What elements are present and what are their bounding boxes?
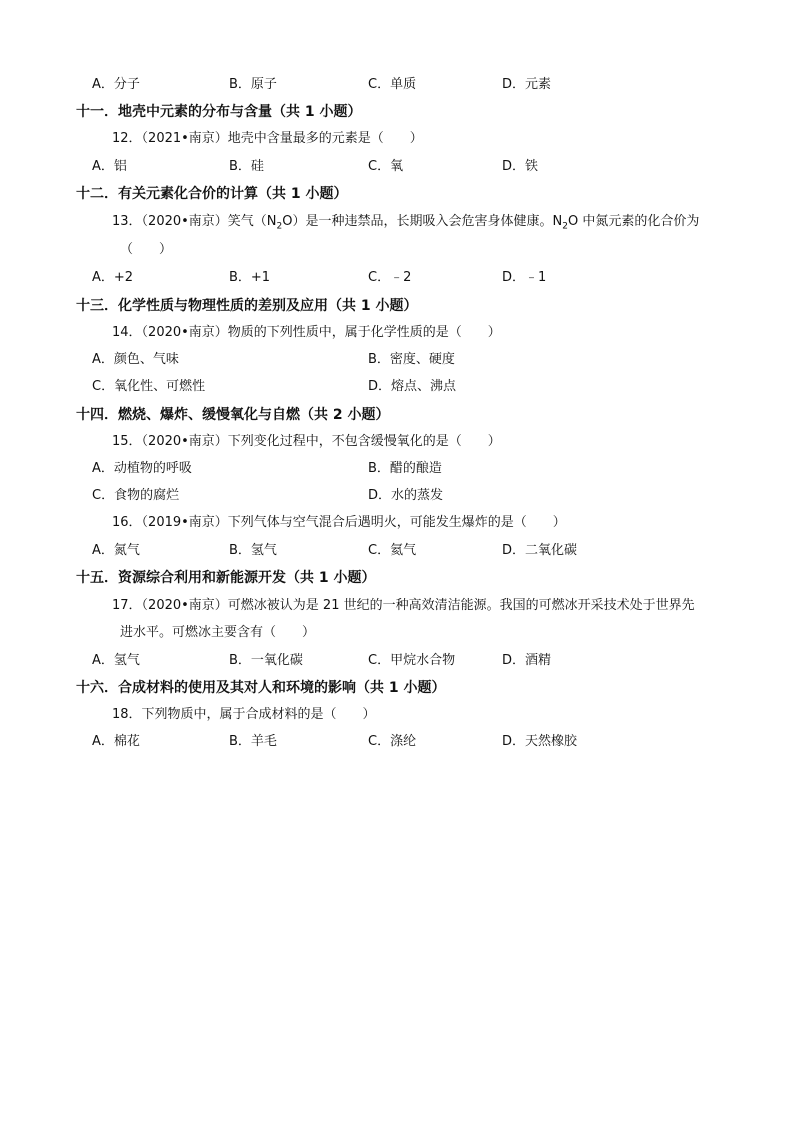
options-row bbox=[0, 74, 794, 96]
options-row bbox=[0, 458, 794, 480]
options-row bbox=[0, 349, 794, 371]
options-row bbox=[0, 267, 794, 289]
section-heading bbox=[0, 101, 794, 123]
option-d: D．二氧化碳 bbox=[502, 543, 578, 558]
option-c: C．甲烷水合物 bbox=[368, 653, 456, 668]
option-a: A．动植物的呼吸 bbox=[92, 461, 192, 476]
option-c: C．氧化性、可燃性 bbox=[92, 379, 206, 394]
question-17-cont: 进水平。可燃冰主要含有（ ） bbox=[120, 625, 316, 640]
option-b: B．硅 bbox=[229, 159, 264, 174]
question-stem bbox=[0, 322, 794, 344]
question-stem bbox=[0, 512, 794, 534]
option-a: A．分子 bbox=[92, 77, 140, 92]
option-d: D．水的蒸发 bbox=[368, 488, 444, 503]
section-heading bbox=[0, 183, 794, 205]
option-b: B．原子 bbox=[229, 77, 277, 92]
question-stem bbox=[0, 704, 794, 726]
question-stem bbox=[0, 128, 794, 150]
question-12-stem: 12．（2021•南京）地壳中含量最多的元素是（ ） bbox=[112, 131, 423, 146]
question-stem-continuation bbox=[0, 239, 794, 261]
section-heading bbox=[0, 295, 794, 317]
question-18-stem: 18．下列物质中，属于合成材料的是（ ） bbox=[112, 707, 376, 722]
section-title: 十四．燃烧、爆炸、缓慢氧化与自燃（共 2 小题） bbox=[76, 407, 390, 423]
question-15-stem: 15．（2020•南京）下列变化过程中，不包含缓慢氧化的是（ ） bbox=[112, 434, 501, 449]
option-c: C．﹣2 bbox=[368, 270, 412, 285]
option-b: B．氢气 bbox=[229, 543, 277, 558]
question-stem bbox=[0, 211, 794, 233]
question-stem-continuation bbox=[0, 622, 794, 644]
option-a: A．氢气 bbox=[92, 653, 140, 668]
option-d: D．元素 bbox=[502, 77, 552, 92]
option-a: A．+2 bbox=[92, 270, 134, 285]
option-c: C．氧 bbox=[368, 159, 404, 174]
options-row bbox=[0, 485, 794, 507]
option-c: C．单质 bbox=[368, 77, 417, 92]
option-b: B．+1 bbox=[229, 270, 271, 285]
question-13-stem: 13．（2020•南京）笑气$(N_2O)$是一种违禁品，长期吸入会危害身体健康。$N_2O$ 中氮元素的化合价为 bbox=[112, 214, 700, 232]
question-14-stem: 14．（2020•南京）物质的下列性质中，属于化学性质的是（ ） bbox=[112, 325, 501, 340]
question-13-cont: （ ） bbox=[120, 242, 173, 257]
question-stem bbox=[0, 595, 794, 617]
options-row bbox=[0, 156, 794, 178]
section-title: 十三．化学性质与物理性质的差别及应用（共 1 小题） bbox=[76, 298, 418, 314]
question-16-stem: 16．（2019•南京）下列气体与空气混合后遇明火，可能发生爆炸的是（ ） bbox=[112, 515, 566, 530]
section-title: 十六．合成材料的使用及其对人和环境的影响（共 1 小题） bbox=[76, 680, 446, 696]
options-row bbox=[0, 731, 794, 753]
option-b: B．密度、硬度 bbox=[368, 352, 455, 367]
option-a: A．铝 bbox=[92, 159, 127, 174]
section-heading bbox=[0, 404, 794, 426]
section-title: 十二．有关元素化合价的计算（共 1 小题） bbox=[76, 186, 348, 202]
option-d: D．熔点、沸点 bbox=[368, 379, 457, 394]
question-17-stem: 17．（2020•南京）可燃冰被认为是 21 世纪的一种高效清洁能源。我国的可燃冰开采技术处于世界先 bbox=[112, 598, 695, 613]
section-heading bbox=[0, 677, 794, 699]
options-row bbox=[0, 650, 794, 672]
option-a: A．颜色、气味 bbox=[92, 352, 179, 367]
option-d: D．酒精 bbox=[502, 653, 552, 668]
option-a: A．棉花 bbox=[92, 734, 140, 749]
section-title: 十一．地壳中元素的分布与含量（共 1 小题） bbox=[76, 104, 362, 120]
options-row bbox=[0, 376, 794, 398]
option-b: B．一氧化碳 bbox=[229, 653, 303, 668]
options-row bbox=[0, 540, 794, 562]
option-c: C．食物的腐烂 bbox=[92, 488, 180, 503]
option-c: C．涤纶 bbox=[368, 734, 417, 749]
option-b: B．羊毛 bbox=[229, 734, 277, 749]
option-d: D．﹣1 bbox=[502, 270, 547, 285]
option-a: A．氮气 bbox=[92, 543, 140, 558]
option-d: D．铁 bbox=[502, 159, 539, 174]
option-d: D．天然橡胶 bbox=[502, 734, 578, 749]
question-stem bbox=[0, 431, 794, 453]
option-b: B．醋的酿造 bbox=[368, 461, 442, 476]
option-c: C．氦气 bbox=[368, 543, 417, 558]
section-heading bbox=[0, 567, 794, 589]
section-title: 十五．资源综合利用和新能源开发（共 1 小题） bbox=[76, 570, 376, 586]
